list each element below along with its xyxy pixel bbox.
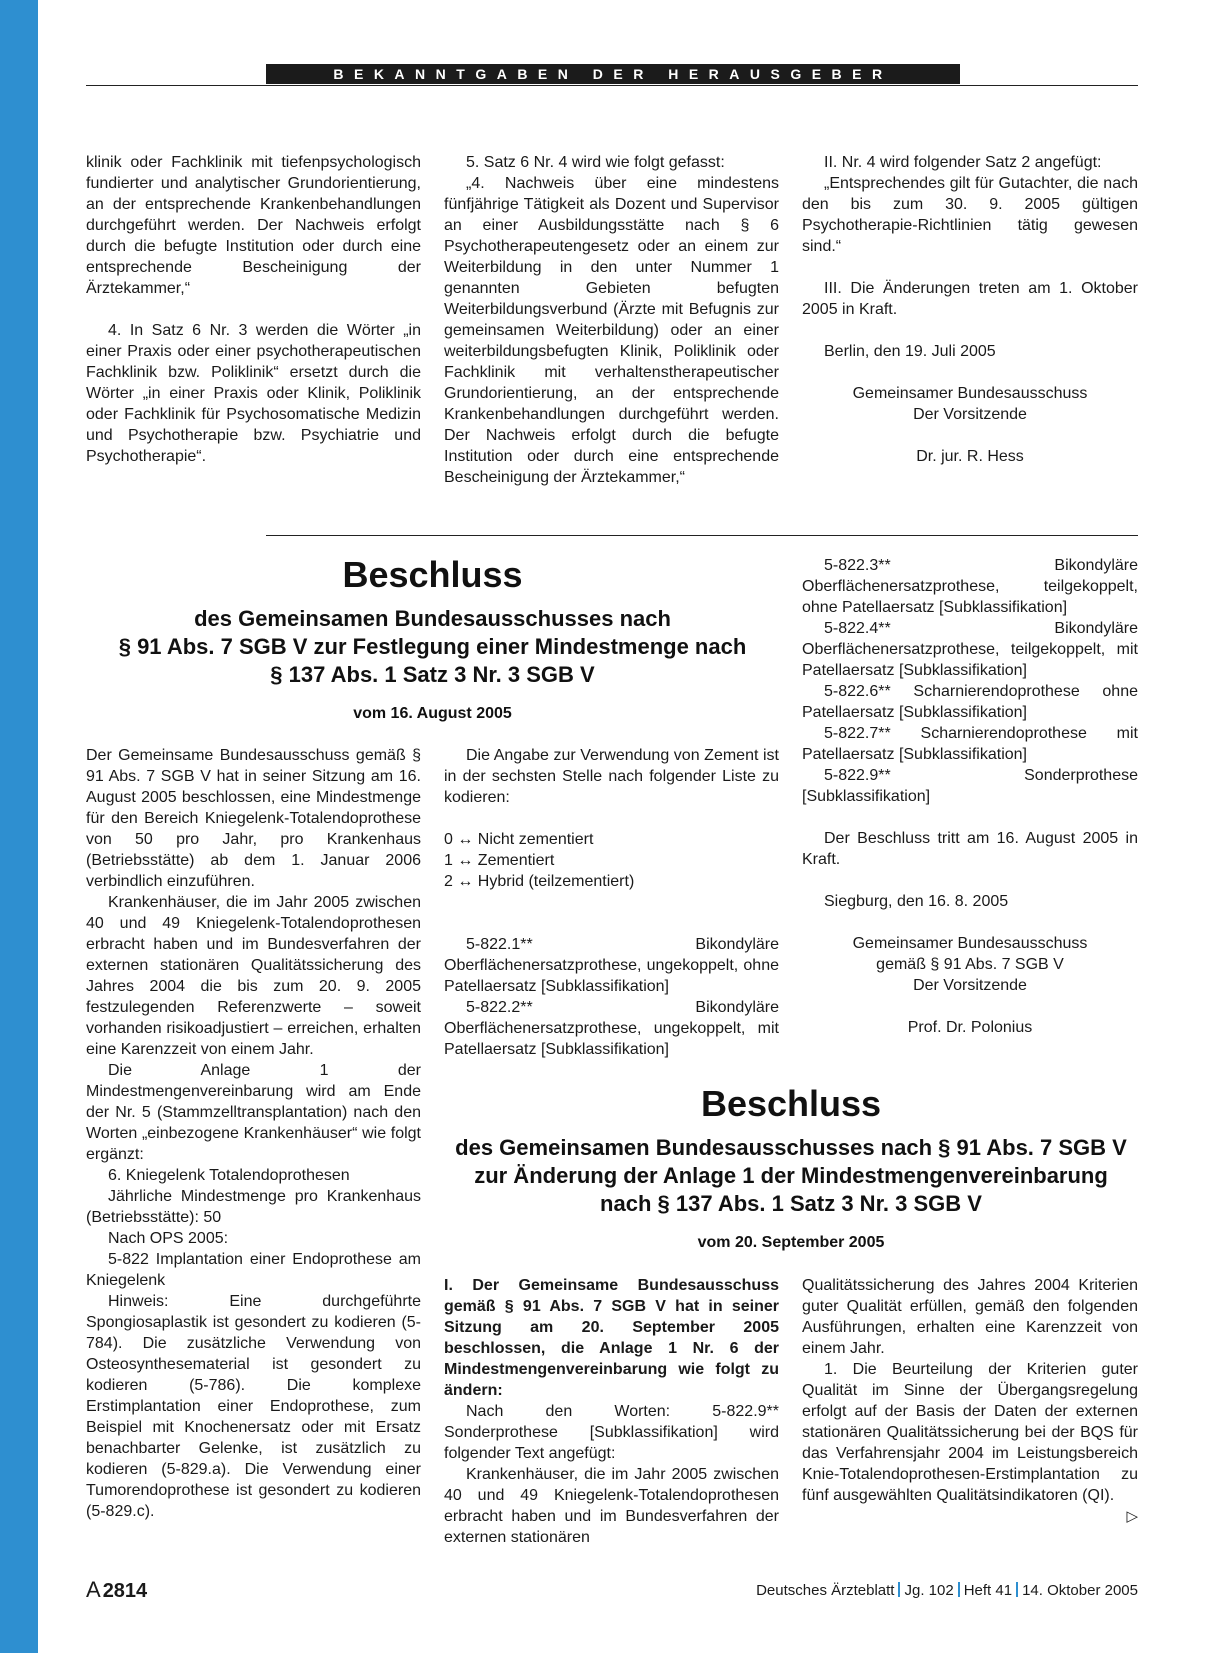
beschluss2-subtitle-line-2: zur Änderung der Anlage 1 der Mindestmengenvereinbarung — [474, 1163, 1108, 1188]
beschluss1-col1-para-5: Jährliche Mindestmenge pro Krankenhaus (Betriebsstätte): 50 — [86, 1188, 421, 1226]
page-number-value: 2814 — [102, 1580, 148, 1602]
beschluss2-col3-para-2 — [802, 1359, 1138, 1525]
beschluss1-title: Beschluss — [342, 554, 523, 595]
beschluss2-subtitle — [444, 1134, 1138, 1218]
beschluss2-col-3 — [802, 1275, 1138, 1527]
top-col3-para-3: III. Die Änderungen treten am 1. Oktober 2005 in Kraft. — [802, 280, 1138, 318]
top-col2-para-1: 5. Satz 6 Nr. 4 wird wie folgt gefasst: — [466, 154, 725, 171]
beschluss1-col-3 — [802, 555, 1138, 1038]
ops-item-5-822-9: 5-822.9** Sonderprothese [Subklassifikation] — [802, 767, 1138, 805]
left-accent-band — [0, 0, 38, 1653]
top-col1-para-2: 4. In Satz 6 Nr. 3 werden die Wörter „in einer Praxis oder einer psychotherapeutischen Fachklinik bzw. Poliklinik“ ersetzt durch die Wörter „in einer Praxis oder Klinik, Poliklinik oder Fachklinik für Psychosomatische Medizin und Psychotherapie bzw. Psychiatrie und Psychotherapie“. — [86, 322, 421, 465]
beschluss2-col2-para-1: Nach den Worten: 5-822.9** Sonderprothese [Subklassifikation] wird folgender Text angefügt: — [444, 1403, 779, 1462]
journal-name: Deutsches Ärzteblatt — [756, 1582, 895, 1599]
top-col1-para-1: klinik oder Fachklinik mit tiefenpsychologisch fundierter und analytischer Grundorientierung, an der entsprechende Krankenbehandlungen durchgeführt werden. Der Nachweis erfolgt durch die befugte Institution oder durch eine entsprechende Bescheinigung der Ärztekammer,“ — [86, 154, 421, 297]
ops-item-5-822-6: 5-822.6** Scharnierendoprothese ohne Patellaersatz [Subklassifikation] — [802, 683, 1138, 721]
beschluss1-col1-para-8: Hinweis: Eine durchgeführte Spongiosaplastik ist gesondert zu kodieren (5-784). Die zusätzliche Verwendung von Osteosynthesematerial ist gesondert zu kodieren (5-786). Die komplexe Erstimplantation einer Endoprothese, zum Beispiel mit Knochenersatz oder mit Ersatz benachbarter Gelenke, ist zusätzlich zu kodieren (5-829.a). Die Verwendung einer Tumorendoprothese ist gesondert zu kodieren (5-829.c). — [86, 1293, 421, 1520]
top-col3-para-2: „Entsprechendes gilt für Gutachter, die nach den bis zum 30. 9. 2005 gültigen Psychotherapie-Richtlinien tätig gewesen sind.“ — [802, 175, 1138, 255]
continue-arrow-icon: ▷ — [1126, 1508, 1138, 1525]
ops-item-5-822-3: 5-822.3** Bikondyläre Oberflächenersatzprothese, teilgekoppelt, ohne Patellaersatz [Subklassifikation] — [802, 557, 1138, 616]
beschluss1-subtitle-line-3: § 137 Abs. 1 Satz 3 Nr. 3 SGB V — [270, 662, 595, 687]
beschluss1-col1-para-2: Krankenhäuser, die im Jahr 2005 zwischen 40 und 49 Kniegelenk-Totalendoprothesen erbracht haben und im Bundesverfahren der externen stationären Qualitätssicherung des Jahres 2004 die bis zum 20. 9. 2005 festzulegenden Referenzwerte – soweit vorhanden risikoadjustiert – erreichen, erhalten eine Karenzzeit von einem Jahr. — [86, 894, 421, 1058]
beschluss1-signatory: Prof. Dr. Polonius — [907, 1019, 1033, 1036]
beschluss2-subtitle-line-1: des Gemeinsamen Bundesausschusses nach § 91 Abs. 7 SGB V — [455, 1135, 1127, 1160]
beschluss1-col1-para-6: Nach OPS 2005: — [108, 1230, 229, 1247]
journal-volume: Jg. 102 — [904, 1582, 954, 1599]
cement-code-0: 0 ↔ Nicht zementiert — [444, 831, 594, 848]
beschluss1-date: vom 16. August 2005 — [353, 705, 512, 722]
top-col-1 — [86, 152, 421, 467]
beschluss1-col1-para-3: Die Anlage 1 der Mindestmengenvereinbarung wird am Ende der Nr. 5 (Stammzelltransplantation) nach den Worten „einbezogene Krankenhäuser“ wie folgt ergänzt: — [86, 1062, 421, 1163]
top-col-2 — [444, 152, 779, 488]
top-col3-place-date: Berlin, den 19. Juli 2005 — [824, 343, 996, 360]
beschluss2-bold-intro: I. Der Gemeinsame Bundesausschuss gemäß § 91 Abs. 7 SGB V hat in seiner Sitzung am 20. September 2005 beschlossen, die Anlage 1 Nr. 6 der Mindestmengenvereinbarung wie folgt zu ändern: — [444, 1277, 779, 1399]
top-col2-para-2: „4. Nachweis über eine mindestens fünfjährige Tätigkeit als Dozent und Supervisor an einer Ausbildungsstätte nach § 6 Psychotherapeutengesetz oder an einem zur Weiterbildung in den unter Nummer 1 genannten Gebieten befugten Weiterbildungsverbund (Ärzte mit Befugnis zur gemeinsamen Weiterbildung) oder an einer weiterbildungsbefugten Klinik, Poliklinik oder Fachklinik mit verhaltenstherapeutischer Grundorientierung, an der entsprechende Krankenbehandlungen durchgeführt werden. Der Nachweis erfolgt durch die befugte Institution oder durch eine entsprechende Bescheinigung der Ärztekammer,“ — [444, 175, 779, 486]
beschluss2-date: vom 20. September 2005 — [697, 1234, 885, 1251]
page-prefix: A — [86, 1577, 101, 1602]
footer-separator — [958, 1582, 960, 1597]
journal-date: 14. Oktober 2005 — [1022, 1582, 1138, 1599]
journal-issue: Heft 41 — [963, 1582, 1013, 1599]
beschluss2-col3-para-1: Qualitätssicherung des Jahres 2004 Kriterien guter Qualität erfüllen, gemäß den folgenden Ausführungen, erhalten eine Karenzzeit von einem Jahr. — [802, 1277, 1138, 1357]
beschluss1-signature-line-3: Der Vorsitzende — [913, 977, 1027, 994]
section-header: BEKANNTGABEN DER HERAUSGEBER — [266, 64, 960, 84]
beschluss2-col3-para-2-text: 1. Die Beurteilung der Kriterien guter Qualität im Sinne der Übergangsregelung erfolgt auf der Basis der Daten der externen stationären Qualitätssicherung bei der BQS für das Verfahrensjahr 2004 im Leistungsbereich Knie-Totalendoprothesen-Erstimplantation zu fünf ausgewählten Qualitätsindikatoren (QI). — [802, 1361, 1138, 1504]
header-rule — [86, 85, 1138, 86]
journal-info — [756, 1582, 1138, 1599]
top-col3-signature-line-1: Gemeinsamer Bundesausschuss — [852, 385, 1088, 402]
page-number — [86, 1577, 147, 1603]
cement-code-2: 2 ↔ Hybrid (teilzementiert) — [444, 873, 635, 890]
top-col3-para-1: II. Nr. 4 wird folgender Satz 2 angefügt: — [824, 154, 1102, 171]
cement-code-1: 1 ↔ Zementiert — [444, 852, 555, 869]
beschluss1-col1-para-7: 5-822 Implantation einer Endoprothese am Kniegelenk — [86, 1251, 421, 1289]
footer-separator — [898, 1582, 900, 1597]
ops-item-5-822-1: 5-822.1** Bikondyläre Oberflächenersatzprothese, ungekoppelt, ohne Patellaersatz [Subklassifikation] — [444, 936, 779, 995]
beschluss1-subtitle-line-2: § 91 Abs. 7 SGB V zur Festlegung einer Mindestmenge nach — [118, 634, 747, 659]
ops-item-5-822-7: 5-822.7** Scharnierendoprothese mit Patellaersatz [Subklassifikation] — [802, 725, 1138, 763]
beschluss1-signature-line-1: Gemeinsamer Bundesausschuss — [852, 935, 1088, 952]
top-col-3 — [802, 152, 1138, 467]
beschluss1-col-2 — [444, 745, 779, 1060]
beschluss1-place-date: Siegburg, den 16. 8. 2005 — [824, 893, 1009, 910]
beschluss2-title: Beschluss — [700, 1083, 882, 1124]
beschluss1-subtitle — [86, 605, 779, 689]
beschluss1-col-1 — [86, 745, 421, 1522]
beschluss1-col1-para-1: Der Gemeinsame Bundesausschuss gemäß § 91 Abs. 7 SGB V hat in seiner Sitzung am 16. August 2005 beschlossen, eine Mindestmenge für den Bereich Kniegelenk-Totalendoprothese von 50 pro Jahr, pro Krankenhaus (Betriebsstätte) ab dem 1. Januar 2006 verbindlich einzuführen. — [86, 747, 421, 890]
ops-item-5-822-4: 5-822.4** Bikondyläre Oberflächenersatzprothese, teilgekoppelt, mit Patellaersatz [Subklassifikation] — [802, 620, 1138, 679]
footer-separator — [1016, 1582, 1018, 1597]
ops-item-5-822-2: 5-822.2** Bikondyläre Oberflächenersatzprothese, ungekoppelt, mit Patellaersatz [Subklassifikation] — [444, 999, 779, 1058]
beschluss1-col1-para-4: 6. Kniegelenk Totalendoprothesen — [108, 1167, 350, 1184]
beschluss1-signature-line-2: gemäß § 91 Abs. 7 SGB V — [876, 956, 1064, 973]
top-col3-signature-line-2: Der Vorsitzende — [913, 406, 1027, 423]
beschluss2-col2-para-2: Krankenhäuser, die im Jahr 2005 zwischen 40 und 49 Kniegelenk-Totalendoprothesen erbracht haben und im Bundesverfahren der externen stationären — [444, 1466, 779, 1546]
beschluss1-effective-date: Der Beschluss tritt am 16. August 2005 in Kraft. — [802, 830, 1138, 868]
beschluss1-col2-intro: Die Angabe zur Verwendung von Zement ist in der sechsten Stelle nach folgender Liste zu kodieren: — [444, 747, 779, 806]
beschluss2-col-2 — [444, 1275, 779, 1548]
beschluss1-subtitle-line-1: des Gemeinsamen Bundesausschusses nach — [194, 606, 671, 631]
beschluss2-subtitle-line-3: nach § 137 Abs. 1 Satz 3 Nr. 3 SGB V — [600, 1191, 982, 1216]
section-divider — [266, 535, 1138, 536]
top-col3-signatory: Dr. jur. R. Hess — [916, 448, 1024, 465]
